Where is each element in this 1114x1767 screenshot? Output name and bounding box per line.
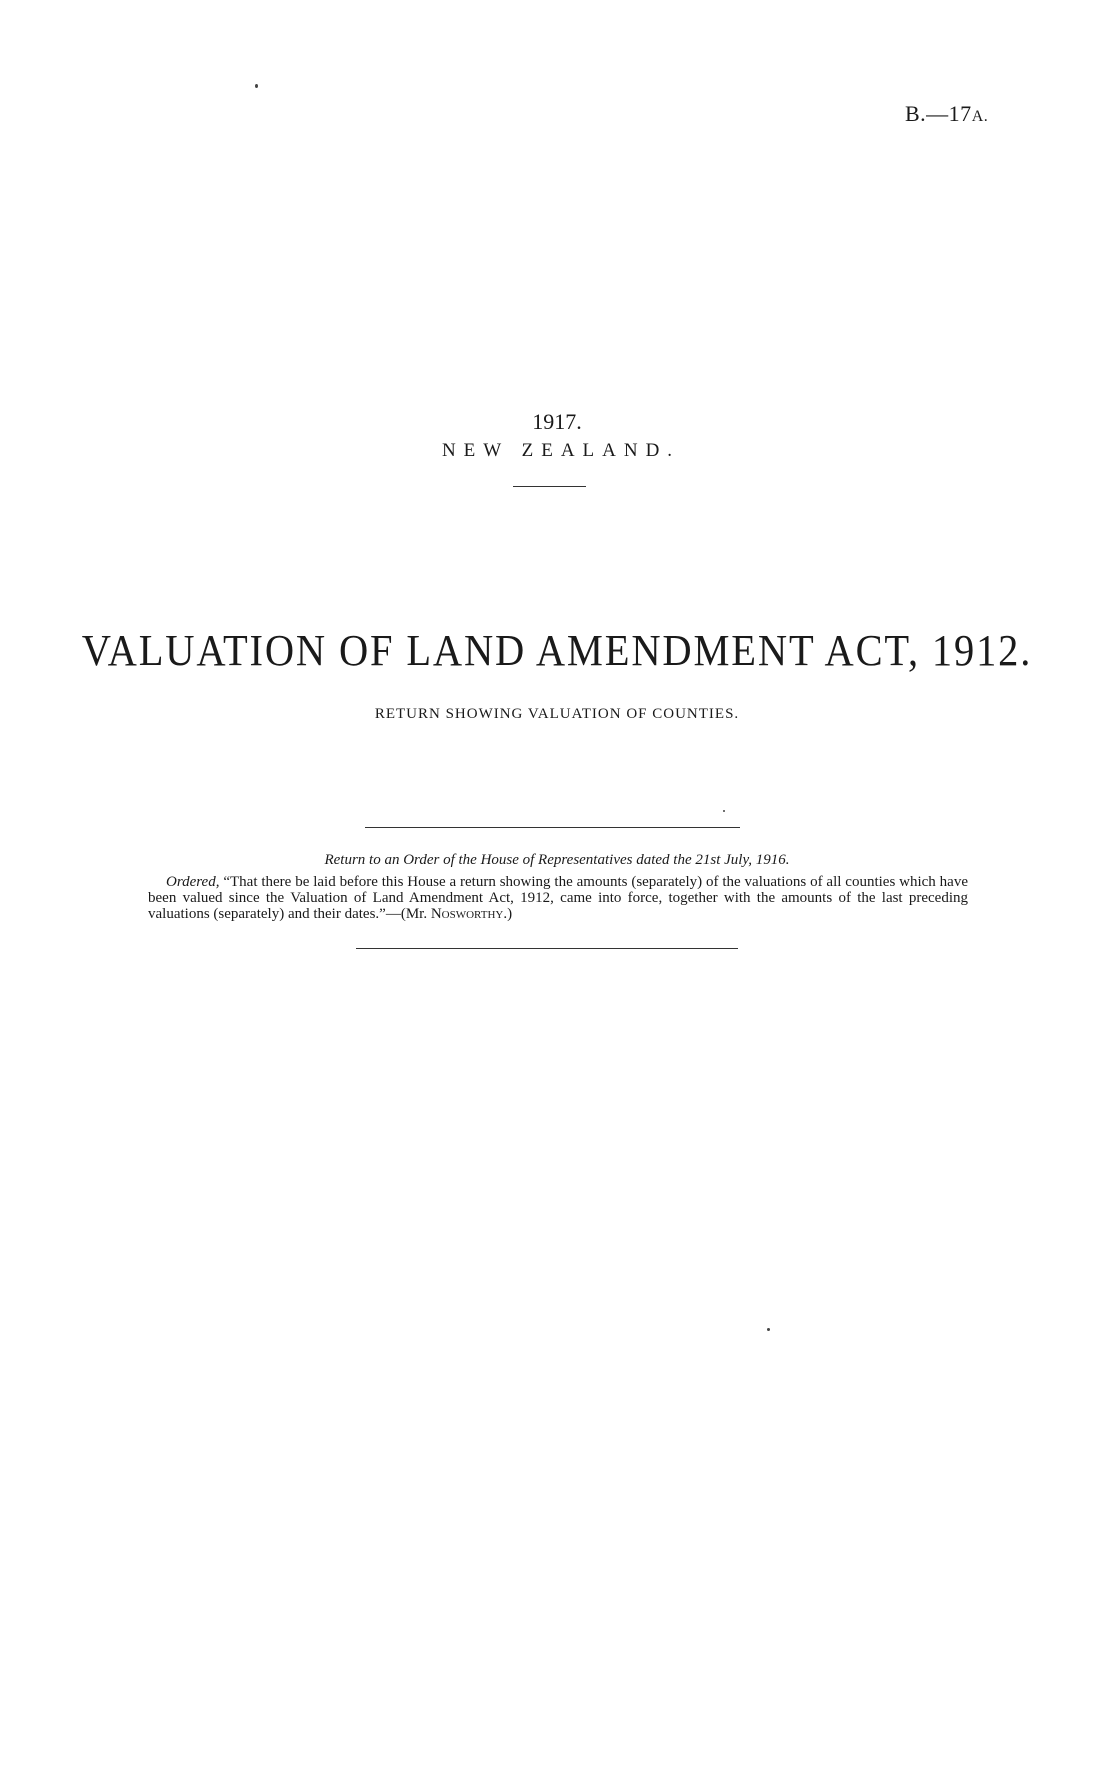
ink-speck — [767, 1328, 770, 1331]
document-year: 1917. — [532, 409, 582, 434]
ink-speck — [723, 810, 725, 812]
document-subtitle: RETURN SHOWING VALUATION OF COUNTIES. — [374, 706, 740, 722]
paper-reference — [905, 101, 988, 127]
divider-rule — [513, 486, 586, 487]
return-order-line: Return to an Order of the House of Representatives dated the 21st July, 1916. — [324, 852, 790, 868]
member-name: Nosworthy — [430, 906, 504, 922]
ordered-closing: .) — [503, 906, 513, 922]
paper-reference-suffix: A. — [971, 108, 989, 125]
ordered-label: Ordered, — [166, 874, 220, 890]
divider-rule — [356, 948, 738, 949]
ordered-paragraph — [148, 874, 968, 922]
divider-rule — [365, 827, 740, 828]
ordered-text: “That there be laid before this House a return showing the amounts (separately) of the valuations of all counties which have been valued since the Valuation of Land Amendment Act, 1912, came into force, together with the amounts of the last preceding valuations (separately) and their dates.”—(Mr. — [148, 874, 968, 922]
ink-speck — [255, 84, 258, 88]
paper-reference-main: B.—17 — [905, 101, 972, 126]
document-title: VALUATION OF LAND AMENDMENT ACT, 1912. — [81, 626, 1033, 675]
country-heading: NEW ZEALAND. — [441, 440, 681, 461]
